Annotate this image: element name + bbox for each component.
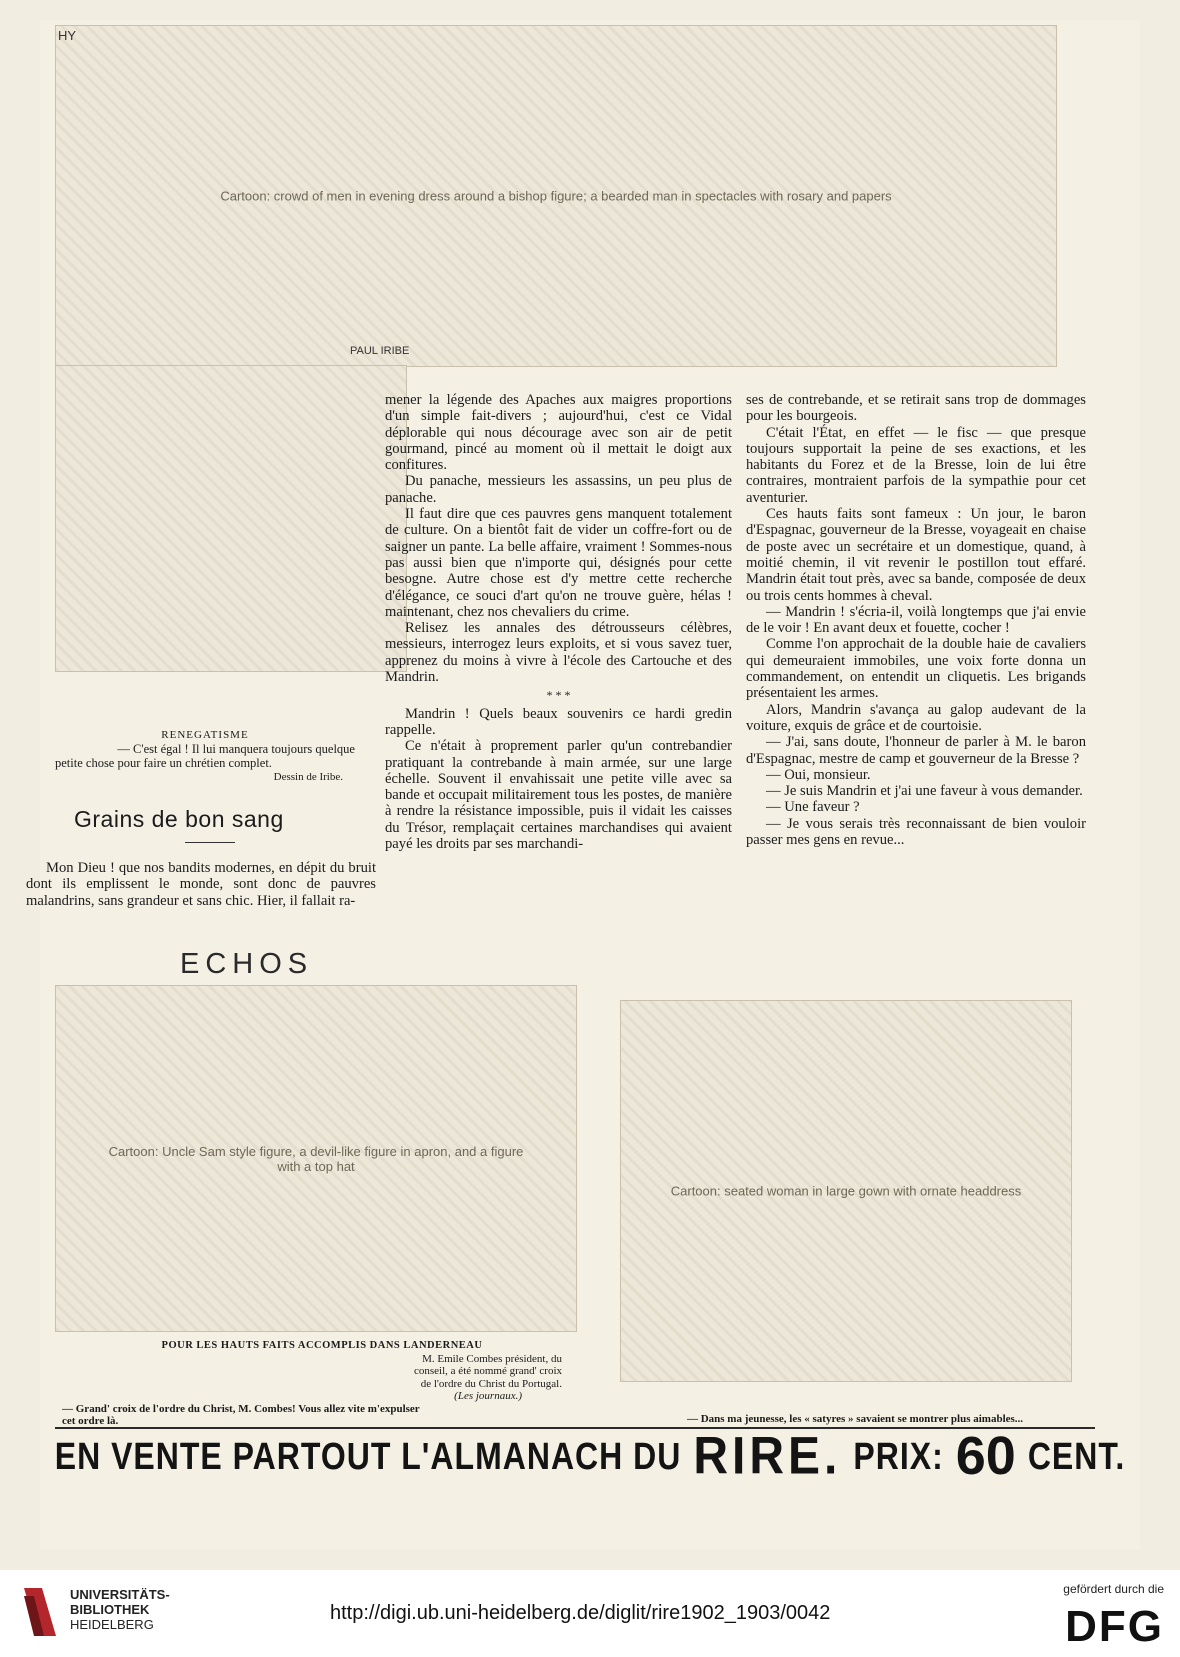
col3-paragraph: C'était l'État, en effet — le fisc — que presque toujours supportait la peine de ses exactions, et les habitants du Forez et de la Bresse, loin de lui être contraires, montraient parfois de la sympathie pour cet aventurier. xyxy=(746,424,1086,506)
col3-paragraph: Ces hauts faits sont fameux : Un jour, le baron d'Espagnac, gouverneur de la Bresse, voyageait en chaise de poste avec un secrétaire et un domestique, quand, à moitié chemin, il vit revenir le postillon tout effaré. Mandrin était tout près, avec sa bande, composée de deux ou trois cents hommes à cheval. xyxy=(746,506,1086,604)
col3-paragraph: Alors, Mandrin s'avança au galop audevant de la voiture, exquis de grâce et de courtoisie. xyxy=(746,701,1086,734)
university-line: HEIDELBERG xyxy=(70,1617,154,1632)
article-title: Grains de bon sang xyxy=(74,806,284,832)
echos-left-caption xyxy=(62,1340,582,1428)
banner-price: 60 xyxy=(955,1426,1016,1486)
col3-paragraph: — Mandrin ! s'écria-il, voilà longtemps que j'ai envie de le voir ! En avant deux et fouette, cocher ! xyxy=(746,603,1086,637)
col2-paragraph: mener la légende des Apaches aux maigres proportions d'un simple fait-divers ; aujourd'hui, c'est ce Vidal déplorable qui nous décourage avec son air de petit gourmand, pincé au moment où il mettait le doigt aux confitures. xyxy=(385,392,732,474)
col3-paragraph: Comme l'on approchait de la double haie de cavaliers qui demeuraient immobiles, une voix forte donna un commandement, on entendit un cliquetis. Les brigands présentaient les armes. xyxy=(746,636,1086,702)
col2-paragraph: Mandrin ! Quels beaux souvenirs ce hardi gredin rappelle. xyxy=(385,705,732,738)
caption-credit: Dessin de Iribe. xyxy=(273,771,343,783)
digitization-footer xyxy=(0,1570,1180,1657)
university-name xyxy=(70,1587,170,1632)
funder-label: gefördert durch die xyxy=(1063,1582,1164,1596)
illustration-top-wide xyxy=(55,25,1057,367)
echos-left-caption-line1: — Grand' croix de l'ordre du Christ, M. Combes! Vous allez vite m'expulser xyxy=(62,1402,420,1415)
col2-paragraph: Il faut dire que ces pauvres gens manquent totalement de culture. On a bientôt fait de vider un coffre-fort ou de saigner un pante. La belle affaire, vraiment ! Sommes-nous pas aussi bien que n'importe qui, désignés pour cette besogne. Autre chose est d'y mettre cette recherche d'élégance, ce souci d'art qu'on ne trouve guère, hélas ! maintenant, chez nos chevaliers du crime. xyxy=(385,506,732,620)
echos-title: ECHOS xyxy=(180,948,314,980)
illustration-bottom-left xyxy=(55,985,577,1332)
col1-paragraph: Mon Dieu ! que nos bandits modernes, en dépit du bruit dont ils emplissent le monde, sont donc de pauvres malandrins, sans grandeur et sans chic. Hier, il fallait ra- xyxy=(26,860,376,909)
section-separator: * * * xyxy=(546,688,571,703)
caption-line1: — C'est égal ! Il lui manquera toujours quelque xyxy=(117,742,355,756)
banner-rire: RIRE. xyxy=(693,1426,842,1486)
col2-paragraph: Ce n'était à proprement parler qu'un contrebandier pratiquant la contrebande à main armée, sur une large échelle. Souvent il envahissait une petite ville avec sa bande et occupait militairement tous les postes, de manière à rendre la résistance impossible, puis il vidait les caisses du Trésor, remplaçait certaines marchandises qui avaient payé les droits par ses marchandi- xyxy=(385,738,732,853)
article-column-2 xyxy=(385,392,732,852)
university-library-logo-icon xyxy=(20,1584,60,1640)
article-column-3 xyxy=(746,392,1086,848)
col3-paragraph: — Une faveur ? xyxy=(766,799,860,816)
col2-paragraph: Du panache, messieurs les assassins, un peu plus de panache. xyxy=(385,473,732,506)
col2-paragraph: Relisez les annales des détrousseurs célèbres, messieurs, interrogez leurs exploits, et si vous savez tuer, apprenez du moins à vivre à l'école des Cartouche et des Mandrin. xyxy=(385,620,732,686)
banner-text: EN VENTE PARTOUT L'ALMANACH DU xyxy=(54,1433,682,1477)
echos-left-note xyxy=(62,1353,582,1403)
illustration-top-description: Cartoon: crowd of men in evening dress around a bishop figure; a bearded man in spectacles with rosary and papers xyxy=(220,188,892,204)
col3-paragraph: — J'ai, sans doute, l'honneur de parler à M. le baron d'Espagnac, mestre de camp et gouverneur de la Bresse ? xyxy=(746,734,1086,767)
signature-hy: HY xyxy=(58,28,77,43)
echos-right-caption: — Dans ma jeunesse, les « satyres » savaient se montrer plus aimables... xyxy=(686,1413,1024,1425)
banner-currency: CENT. xyxy=(1027,1433,1126,1477)
illustration-top-left-figure xyxy=(55,365,407,672)
caption-renegatisme xyxy=(55,728,355,784)
echos-left-caption-line2: cet ordre là. xyxy=(62,1415,119,1427)
echos-note-source: (Les journaux.) xyxy=(454,1390,522,1402)
echos-left-title: POUR LES HAUTS FAITS ACCOMPLIS DANS LANDERNEAU xyxy=(161,1340,483,1351)
illustration-bottom-left-description: Cartoon: Uncle Sam style figure, a devil-like figure in apron, and a figure with a top hat xyxy=(108,1143,524,1174)
banner-price-label: PRIX: xyxy=(853,1433,944,1477)
signature-iribe: PAUL IRIBE xyxy=(350,345,410,357)
source-url-link[interactable]: http://digi.ub.uni-heidelberg.de/diglit/rire1902_1903/0042 xyxy=(330,1602,831,1624)
echos-note-line: M. Emile Combes président, du xyxy=(422,1352,562,1365)
caption-line2: petite chose pour faire un chrétien complet. xyxy=(55,756,272,770)
dfg-logo: DFG xyxy=(1065,1602,1164,1651)
col3-paragraph: ses de contrebande, et se retirait sans trop de dommages pour les bourgeois. xyxy=(746,392,1086,425)
article-column-1 xyxy=(26,860,376,909)
title-underline xyxy=(185,842,235,843)
echos-note-line: conseil, a été nommé grand' croix xyxy=(414,1365,562,1377)
almanach-advertisement xyxy=(40,1425,1140,1487)
col3-paragraph: — Je suis Mandrin et j'ai une faveur à vous demander. xyxy=(766,783,1083,800)
university-line: UNIVERSITÄTS- xyxy=(70,1587,170,1602)
illustration-bottom-right-description: Cartoon: seated woman in large gown with ornate headdress xyxy=(670,1183,1022,1199)
caption-title: RENEGATISME xyxy=(161,729,249,741)
university-line: BIBLIOTHEK xyxy=(70,1602,150,1617)
echos-note-line: de l'ordre du Christ du Portugal. xyxy=(420,1377,562,1390)
col3-paragraph: — Oui, monsieur. xyxy=(766,766,871,783)
illustration-bottom-right xyxy=(620,1000,1072,1382)
col3-paragraph: — Je vous serais très reconnaissant de bien vouloir passer mes gens en revue... xyxy=(746,815,1086,849)
